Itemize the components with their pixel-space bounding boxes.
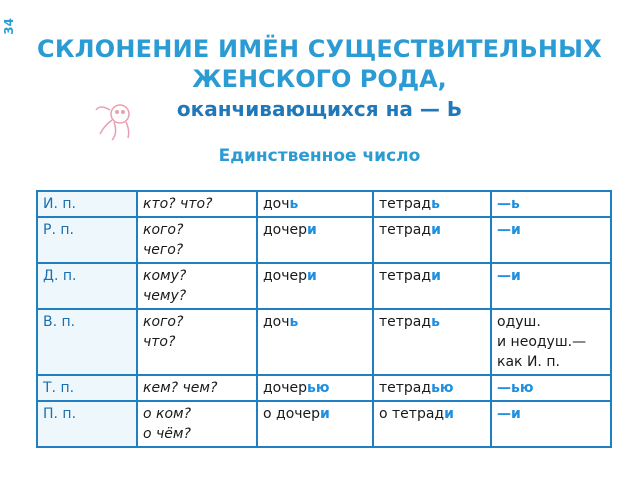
word-stem: доч: [263, 314, 290, 330]
case-name-cell: В. п.: [37, 309, 137, 375]
case-ending: и неодуш.—: [497, 334, 587, 350]
word-ending: и: [307, 222, 317, 238]
section-subtitle: Единственное число: [218, 146, 421, 166]
ending-cell: [491, 375, 611, 401]
case-ending: одуш.: [497, 314, 541, 330]
case-question: кем? чем?: [143, 380, 218, 396]
ending-cell: [491, 401, 611, 447]
case-ending: —ь: [497, 196, 520, 212]
case-ending: как И. п.: [497, 354, 560, 370]
case-name-cell: Р. п.: [37, 217, 137, 263]
case-name-cell: П. п.: [37, 401, 137, 447]
word-ending: ь: [289, 196, 299, 212]
case-question-cell: [137, 217, 257, 263]
word-ending: ью: [431, 380, 454, 396]
word-stem: тетрад: [379, 196, 432, 212]
table-row: [37, 375, 611, 401]
word-ending: и: [431, 268, 441, 284]
case-question: чему?: [143, 288, 187, 304]
word-doch-cell: [257, 191, 373, 217]
case-question: чего?: [143, 242, 184, 258]
word-stem: тетрад: [379, 268, 432, 284]
case-question-cell: [137, 401, 257, 447]
ending-cell: [491, 217, 611, 263]
case-name-cell: Т. п.: [37, 375, 137, 401]
word-doch-cell: [257, 309, 373, 375]
case-question: что?: [143, 334, 176, 350]
case-question-cell: [137, 309, 257, 375]
word-ending: ь: [289, 314, 299, 330]
word-stem: доч: [263, 196, 290, 212]
ending-cell: [491, 309, 611, 375]
case-question: кто? что?: [143, 196, 213, 212]
word-tetrad-cell: [373, 217, 491, 263]
title-line-1: СКЛОНЕНИЕ ИМЁН СУЩЕСТВИТЕЛЬНЫХ: [37, 35, 602, 63]
table-row: [37, 217, 611, 263]
word-stem: тетрад: [379, 380, 432, 396]
ending-cell: [491, 191, 611, 217]
word-stem: о тетрад: [379, 406, 445, 422]
case-ending: —и: [497, 268, 521, 284]
word-ending: и: [431, 222, 441, 238]
case-ending: —и: [497, 406, 521, 422]
word-stem: дочер: [263, 380, 308, 396]
title-line-3: оканчивающихся на — Ь: [176, 97, 463, 121]
word-doch-cell: [257, 263, 373, 309]
word-stem: тетрад: [379, 222, 432, 238]
case-question: кого?: [143, 222, 184, 238]
case-question-cell: [137, 191, 257, 217]
table-row: [37, 191, 611, 217]
title-line-2: ЖЕНСКОГО РОДА,: [192, 65, 447, 93]
case-ending: —и: [497, 222, 521, 238]
word-tetrad-cell: [373, 309, 491, 375]
case-question: кому?: [143, 268, 187, 284]
word-ending: ью: [307, 380, 330, 396]
word-stem: дочер: [263, 222, 308, 238]
word-tetrad-cell: [373, 263, 491, 309]
word-ending: и: [444, 406, 454, 422]
word-doch-cell: [257, 401, 373, 447]
case-question: о чём?: [143, 426, 191, 442]
page-number: 34: [2, 18, 16, 35]
word-ending: ь: [431, 196, 440, 212]
case-question: о ком?: [143, 406, 192, 422]
word-ending: ь: [431, 314, 440, 330]
case-question-cell: [137, 375, 257, 401]
table-row: [37, 309, 611, 375]
case-question-cell: [137, 263, 257, 309]
word-doch-cell: [257, 217, 373, 263]
word-tetrad-cell: [373, 401, 491, 447]
word-tetrad-cell: [373, 191, 491, 217]
ending-cell: [491, 263, 611, 309]
case-question: кого?: [143, 314, 184, 330]
word-stem: о дочер: [263, 406, 321, 422]
case-name-cell: Д. п.: [37, 263, 137, 309]
word-stem: тетрад: [379, 314, 432, 330]
declension-table-body: [37, 191, 611, 447]
word-tetrad-cell: [373, 375, 491, 401]
word-stem: дочер: [263, 268, 308, 284]
declension-table: [36, 190, 612, 448]
table-row: [37, 263, 611, 309]
page-title: [0, 34, 639, 124]
case-name-cell: И. п.: [37, 191, 137, 217]
word-ending: и: [320, 406, 330, 422]
case-ending: —ью: [497, 380, 534, 396]
word-ending: и: [307, 268, 317, 284]
table-row: [37, 401, 611, 447]
word-doch-cell: [257, 375, 373, 401]
